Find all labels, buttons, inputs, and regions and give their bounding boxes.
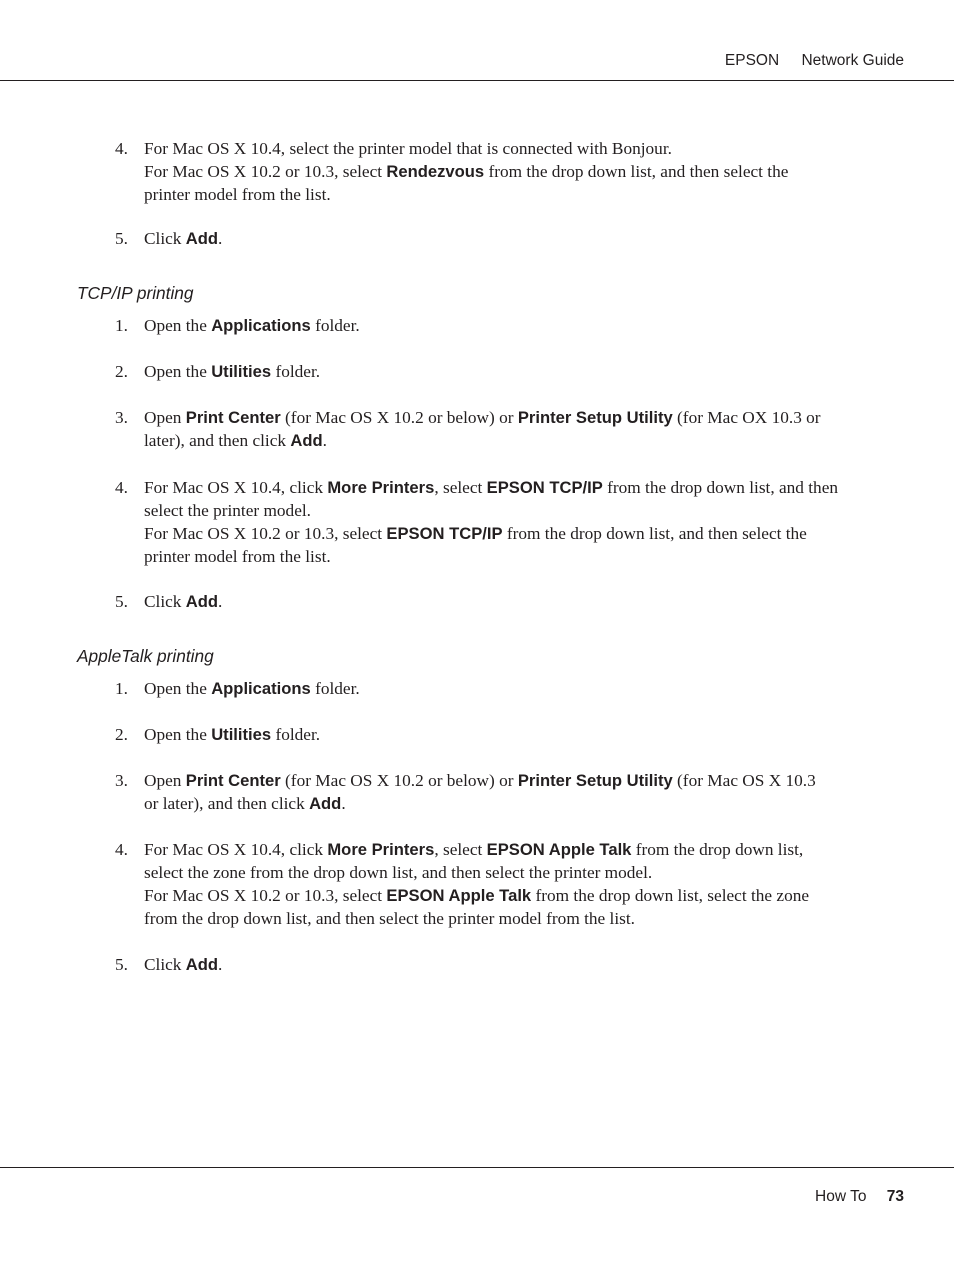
step-number: 4. bbox=[115, 139, 128, 158]
ui-term: Applications bbox=[211, 316, 311, 335]
step-text-line bbox=[144, 590, 884, 613]
ui-term: EPSON TCP/IP bbox=[486, 478, 603, 497]
section-heading-appletalk: AppleTalk printing bbox=[77, 646, 214, 666]
step-number: 4. bbox=[115, 478, 128, 497]
header-brand: EPSON bbox=[724, 52, 780, 69]
ui-term: EPSON TCP/IP bbox=[386, 524, 503, 543]
step-text-line bbox=[144, 160, 884, 183]
step-item bbox=[115, 137, 884, 206]
ui-term: Rendezvous bbox=[386, 162, 485, 181]
step-item bbox=[115, 769, 884, 815]
step-number: 3. bbox=[115, 408, 128, 427]
step-item bbox=[115, 360, 884, 383]
step-item bbox=[115, 406, 884, 452]
step-text-line bbox=[144, 953, 884, 976]
step-text-line bbox=[144, 429, 884, 452]
text-run: , select bbox=[434, 478, 487, 497]
ui-term: Add bbox=[185, 955, 219, 974]
text-run: from the drop down list, and then bbox=[602, 478, 839, 497]
text-run: (for Mac OX 10.3 or bbox=[672, 408, 821, 427]
step-text-line bbox=[144, 183, 884, 206]
text-run: folder. bbox=[271, 362, 321, 381]
text-run: . bbox=[218, 229, 223, 248]
step-text-line bbox=[144, 838, 884, 861]
text-run: For Mac OS X 10.2 or 10.3, select bbox=[144, 886, 387, 905]
step-number: 5. bbox=[115, 229, 128, 248]
text-run: from the drop down list, and then select the bbox=[502, 524, 807, 543]
step-number: 5. bbox=[115, 592, 128, 611]
page-number: 73 bbox=[886, 1188, 904, 1205]
text-run: (for Mac OS X 10.2 or below) or bbox=[280, 408, 518, 427]
ui-term: EPSON Apple Talk bbox=[486, 840, 632, 859]
step-item bbox=[115, 953, 884, 976]
text-run: , select bbox=[434, 840, 487, 859]
page-footer bbox=[815, 1188, 904, 1206]
text-run: from the drop down list, bbox=[631, 840, 804, 859]
page-header bbox=[725, 52, 904, 70]
text-run: folder. bbox=[271, 725, 321, 744]
text-run: Open bbox=[144, 771, 186, 790]
step-text-line bbox=[144, 360, 884, 383]
text-run: from the drop down list, select the zone bbox=[531, 886, 810, 905]
footer-section: How To bbox=[815, 1188, 867, 1205]
step-item bbox=[115, 723, 884, 746]
step-text-line bbox=[144, 792, 884, 815]
step-text-line bbox=[144, 861, 884, 884]
step-text-line bbox=[144, 545, 884, 568]
step-text-line bbox=[144, 677, 884, 700]
ui-term: EPSON Apple Talk bbox=[386, 886, 532, 905]
ui-term: Add bbox=[290, 431, 323, 450]
text-run: (for Mac OS X 10.3 bbox=[672, 771, 816, 790]
text-run: Open the bbox=[144, 725, 212, 744]
step-number: 4. bbox=[115, 840, 128, 859]
step-number: 2. bbox=[115, 725, 128, 744]
footer-rule bbox=[0, 1167, 954, 1168]
text-run: printer model from the list. bbox=[144, 185, 331, 204]
step-text-line bbox=[144, 476, 884, 499]
step-text-line bbox=[144, 137, 884, 160]
ui-term: Add bbox=[185, 229, 219, 248]
text-run: select the printer model. bbox=[144, 501, 311, 520]
text-run: Click bbox=[144, 592, 186, 611]
step-item bbox=[115, 227, 884, 250]
text-run: or later), and then click bbox=[144, 794, 310, 813]
text-run: printer model from the list. bbox=[144, 547, 331, 566]
ui-term: Utilities bbox=[211, 362, 272, 381]
step-number: 3. bbox=[115, 771, 128, 790]
text-run: For Mac OS X 10.2 or 10.3, select bbox=[144, 162, 387, 181]
ui-term: Add bbox=[185, 592, 219, 611]
step-text-line bbox=[144, 522, 884, 545]
text-run: select the zone from the drop down list, and then select the printer model. bbox=[144, 863, 653, 882]
step-number: 2. bbox=[115, 362, 128, 381]
ui-term: Printer Setup Utility bbox=[517, 771, 673, 790]
text-run: folder. bbox=[310, 679, 360, 698]
text-run: folder. bbox=[310, 316, 360, 335]
ui-term: Add bbox=[309, 794, 342, 813]
step-number: 5. bbox=[115, 955, 128, 974]
text-run: from the drop down list, and then select the bbox=[484, 162, 789, 181]
step-text-line bbox=[144, 884, 884, 907]
step-text-line bbox=[144, 907, 884, 930]
ui-term: More Printers bbox=[327, 840, 435, 859]
text-run: . bbox=[218, 592, 223, 611]
step-text-line bbox=[144, 723, 884, 746]
text-run: Click bbox=[144, 955, 186, 974]
step-item bbox=[115, 476, 884, 568]
ui-term: Applications bbox=[211, 679, 311, 698]
text-run: Click bbox=[144, 229, 186, 248]
text-run: Open the bbox=[144, 316, 212, 335]
header-title: Network Guide bbox=[801, 52, 904, 69]
step-text-line bbox=[144, 227, 884, 250]
text-run: For Mac OS X 10.4, click bbox=[144, 478, 328, 497]
text-run: . bbox=[341, 794, 346, 813]
step-text-line bbox=[144, 406, 884, 429]
text-run: For Mac OS X 10.4, click bbox=[144, 840, 328, 859]
text-run: For Mac OS X 10.2 or 10.3, select bbox=[144, 524, 387, 543]
text-run: Open bbox=[144, 408, 186, 427]
step-number: 1. bbox=[115, 679, 128, 698]
text-run: . bbox=[218, 955, 223, 974]
step-item bbox=[115, 677, 884, 700]
text-run: Open the bbox=[144, 362, 212, 381]
ui-term: Printer Setup Utility bbox=[517, 408, 673, 427]
ui-term: Utilities bbox=[211, 725, 272, 744]
ui-term: Print Center bbox=[185, 408, 281, 427]
text-run: later), and then click bbox=[144, 431, 291, 450]
step-number: 1. bbox=[115, 316, 128, 335]
text-run: from the drop down list, and then select the printer model from the list. bbox=[144, 909, 635, 928]
text-run: . bbox=[322, 431, 327, 450]
step-text-line bbox=[144, 499, 884, 522]
text-run: For Mac OS X 10.4, select the printer model that is connected with Bonjour. bbox=[144, 139, 672, 158]
step-text-line bbox=[144, 769, 884, 792]
step-item bbox=[115, 314, 884, 337]
text-run: Open the bbox=[144, 679, 212, 698]
ui-term: More Printers bbox=[327, 478, 435, 497]
step-item bbox=[115, 838, 884, 930]
step-item bbox=[115, 590, 884, 613]
step-text-line bbox=[144, 314, 884, 337]
header-rule bbox=[0, 80, 954, 81]
text-run: (for Mac OS X 10.2 or below) or bbox=[280, 771, 518, 790]
ui-term: Print Center bbox=[185, 771, 281, 790]
section-heading-tcpip: TCP/IP printing bbox=[77, 283, 194, 303]
